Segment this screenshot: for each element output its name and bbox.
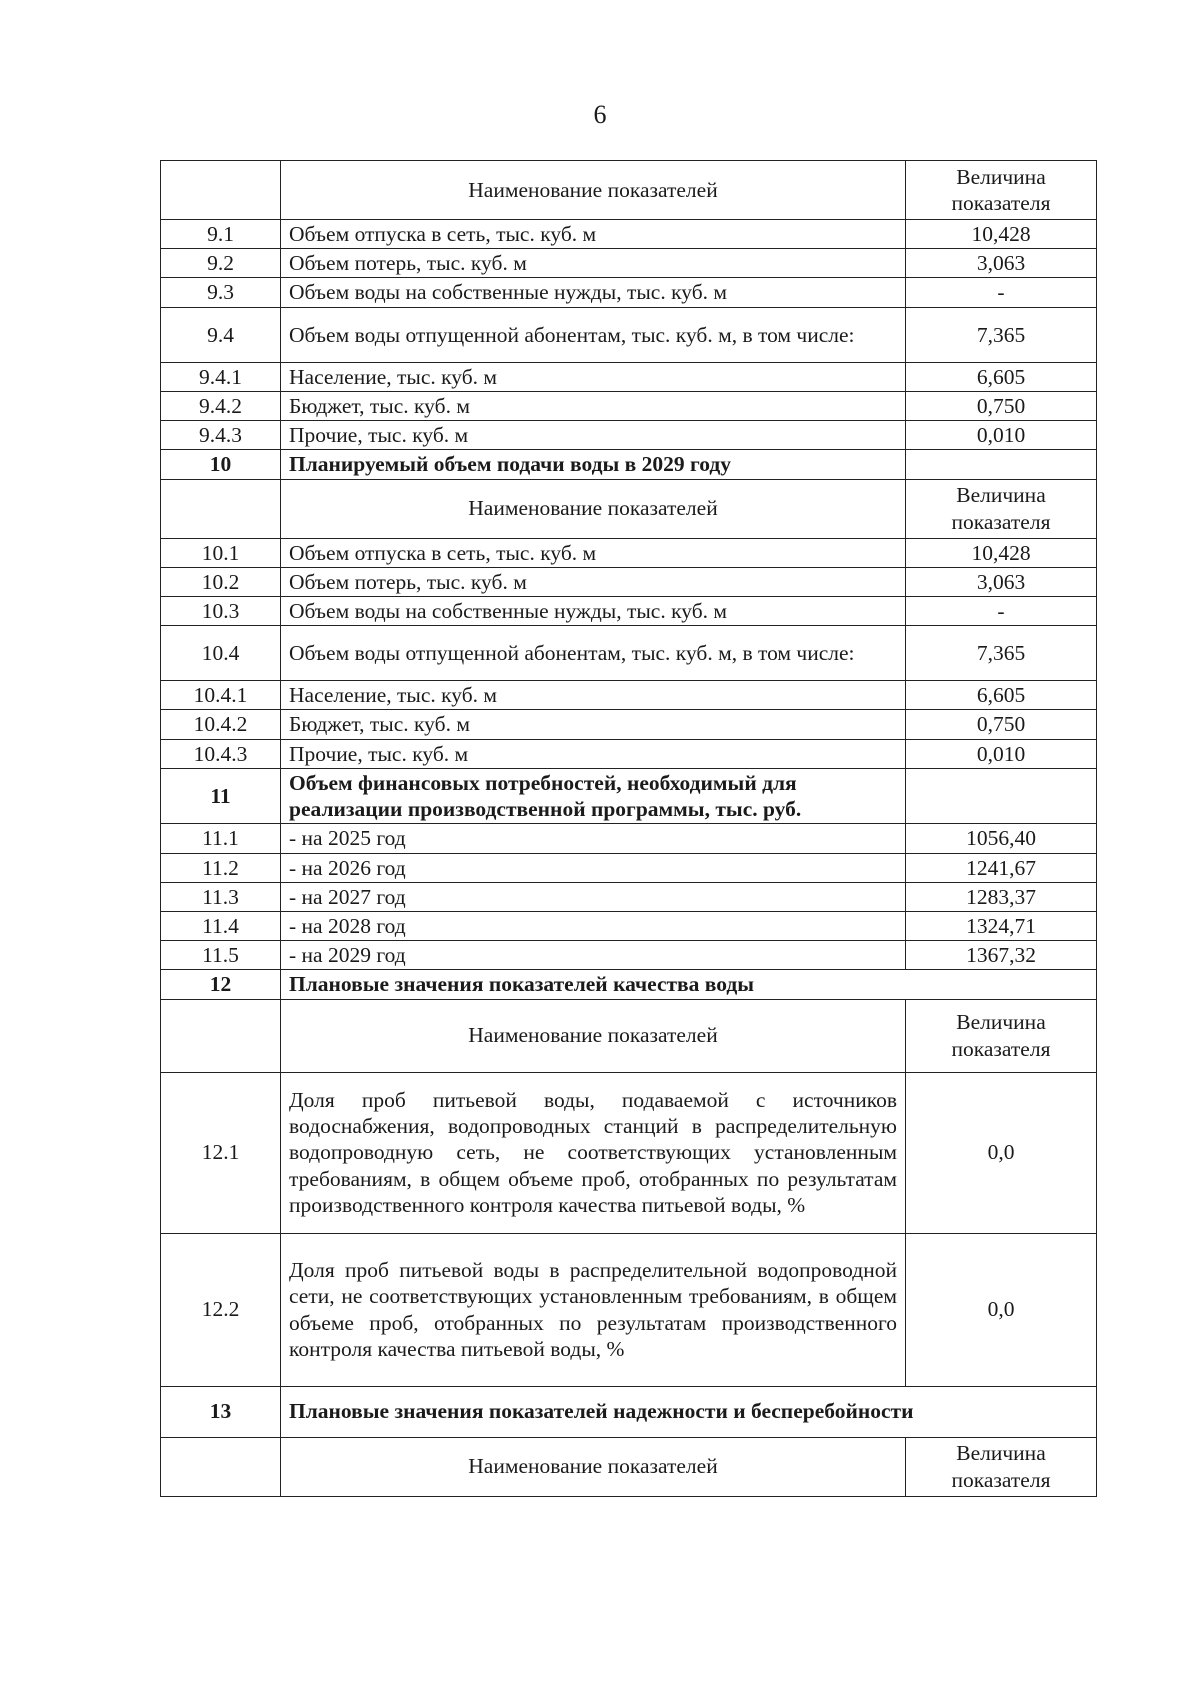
row-number: 9.4.3	[161, 421, 281, 450]
row-number: 11.1	[161, 824, 281, 853]
row-number: 9.4.2	[161, 391, 281, 420]
row-number: 10.2	[161, 567, 281, 596]
header-value-cell: Величина показателя	[906, 161, 1097, 220]
row-value: 10,428	[906, 220, 1097, 249]
indicators-table	[160, 160, 1097, 1497]
header-name-cell: Наименование показателей	[281, 479, 906, 538]
row-value: 10,428	[906, 538, 1097, 567]
section-row	[161, 1386, 1097, 1437]
row-name: Бюджет, тыс. куб. м	[281, 391, 906, 420]
row-number: 10.4	[161, 626, 281, 681]
row-value: 3,063	[906, 249, 1097, 278]
row-number: 9.3	[161, 278, 281, 307]
row-value: 1241,67	[906, 853, 1097, 882]
section-number: 13	[161, 1386, 281, 1437]
section-number: 10	[161, 450, 281, 479]
row-name: Объем потерь, тыс. куб. м	[281, 249, 906, 278]
row-number: 11.2	[161, 853, 281, 882]
row-value: 1056,40	[906, 824, 1097, 853]
row-name: - на 2028 год	[281, 911, 906, 940]
section-number: 11	[161, 768, 281, 823]
table-row	[161, 538, 1097, 567]
section-title: Объем финансовых потребностей, необходимый для реализации производственной программы, тыс. руб.	[281, 768, 906, 823]
row-number: 10.3	[161, 596, 281, 625]
table-row	[161, 567, 1097, 596]
row-value: 0,010	[906, 739, 1097, 768]
row-number: 9.2	[161, 249, 281, 278]
header-name-cell: Наименование показателей	[281, 1437, 906, 1496]
row-value: 0,010	[906, 421, 1097, 450]
table-row	[161, 853, 1097, 882]
row-number: 9.1	[161, 220, 281, 249]
row-name: Объем отпуска в сеть, тыс. куб. м	[281, 220, 906, 249]
table-row	[161, 220, 1097, 249]
header-num-cell	[161, 479, 281, 538]
row-value: 1283,37	[906, 882, 1097, 911]
row-value: 3,063	[906, 567, 1097, 596]
table-row	[161, 249, 1097, 278]
row-value: 6,605	[906, 362, 1097, 391]
row-value: -	[906, 278, 1097, 307]
table-header-row	[161, 999, 1097, 1072]
row-value: 0,750	[906, 710, 1097, 739]
row-value: 0,0	[906, 1233, 1097, 1386]
row-name: Объем воды отпущенной абонентам, тыс. куб. м, в том числе:	[281, 626, 906, 681]
row-value: 1324,71	[906, 911, 1097, 940]
row-name: - на 2029 год	[281, 941, 906, 970]
row-number: 9.4.1	[161, 362, 281, 391]
table-row	[161, 739, 1097, 768]
table-row	[161, 824, 1097, 853]
row-number: 9.4	[161, 307, 281, 362]
row-name: Объем воды отпущенной абонентам, тыс. куб. м, в том числе:	[281, 307, 906, 362]
section-title: Плановые значения показателей качества воды	[281, 970, 1097, 999]
table-row	[161, 362, 1097, 391]
header-name-cell: Наименование показателей	[281, 999, 906, 1072]
table-row	[161, 882, 1097, 911]
row-value: 1367,32	[906, 941, 1097, 970]
header-num-cell	[161, 1437, 281, 1496]
table-row	[161, 421, 1097, 450]
table-row	[161, 911, 1097, 940]
row-number: 12.1	[161, 1072, 281, 1233]
table-row	[161, 710, 1097, 739]
table-header-row	[161, 479, 1097, 538]
section-row	[161, 970, 1097, 999]
table-row	[161, 626, 1097, 681]
row-name: Объем воды на собственные нужды, тыс. куб. м	[281, 596, 906, 625]
table-header-row	[161, 161, 1097, 220]
row-name: - на 2026 год	[281, 853, 906, 882]
header-value-cell: Величина показателя	[906, 999, 1097, 1072]
header-num-cell	[161, 161, 281, 220]
row-name: Доля проб питьевой воды, подаваемой с источников водоснабжения, водопроводных станций в распределительную водопроводную сеть, не соответствующих установленным требованиям, в общем объеме проб, отобранных по результатам производственного контроля качества питьевой воды, %	[281, 1072, 906, 1233]
header-value-cell: Величина показателя	[906, 479, 1097, 538]
row-number: 11.5	[161, 941, 281, 970]
row-name: Доля проб питьевой воды в распределительной водопроводной сети, не соответствующих установленным требованиям, в общем объеме проб, отобранных по результатам производственного контроля качества питьевой воды, %	[281, 1233, 906, 1386]
section-row	[161, 450, 1097, 479]
row-name: Население, тыс. куб. м	[281, 362, 906, 391]
row-name: - на 2025 год	[281, 824, 906, 853]
row-number: 10.4.2	[161, 710, 281, 739]
row-name: Объем потерь, тыс. куб. м	[281, 567, 906, 596]
row-number: 10.4.3	[161, 739, 281, 768]
table-row	[161, 307, 1097, 362]
table-row	[161, 391, 1097, 420]
header-name-cell: Наименование показателей	[281, 161, 906, 220]
row-value: 0,0	[906, 1072, 1097, 1233]
row-number: 12.2	[161, 1233, 281, 1386]
page-number: 6	[593, 100, 607, 129]
row-name: Объем воды на собственные нужды, тыс. куб. м	[281, 278, 906, 307]
row-number: 11.3	[161, 882, 281, 911]
section-row	[161, 768, 1097, 823]
row-name: Прочие, тыс. куб. м	[281, 739, 906, 768]
header-num-cell	[161, 999, 281, 1072]
section-number: 12	[161, 970, 281, 999]
section-title: Плановые значения показателей надежности и бесперебойности	[281, 1386, 1097, 1437]
row-value: 6,605	[906, 681, 1097, 710]
table-row	[161, 278, 1097, 307]
row-value: 0,750	[906, 391, 1097, 420]
section-empty-cell	[906, 450, 1097, 479]
row-number: 10.1	[161, 538, 281, 567]
table-header-row	[161, 1437, 1097, 1496]
table-row	[161, 681, 1097, 710]
table-row	[161, 1072, 1097, 1233]
table-row	[161, 941, 1097, 970]
row-number: 11.4	[161, 911, 281, 940]
row-name: Население, тыс. куб. м	[281, 681, 906, 710]
table-row	[161, 596, 1097, 625]
row-value: -	[906, 596, 1097, 625]
row-name: Объем отпуска в сеть, тыс. куб. м	[281, 538, 906, 567]
row-name: Прочие, тыс. куб. м	[281, 421, 906, 450]
row-number: 10.4.1	[161, 681, 281, 710]
row-value: 7,365	[906, 626, 1097, 681]
header-value-cell: Величина показателя	[906, 1437, 1097, 1496]
row-name: - на 2027 год	[281, 882, 906, 911]
row-value: 7,365	[906, 307, 1097, 362]
section-empty-cell	[906, 768, 1097, 823]
section-title: Планируемый объем подачи воды в 2029 году	[281, 450, 906, 479]
row-name: Бюджет, тыс. куб. м	[281, 710, 906, 739]
table-row	[161, 1233, 1097, 1386]
